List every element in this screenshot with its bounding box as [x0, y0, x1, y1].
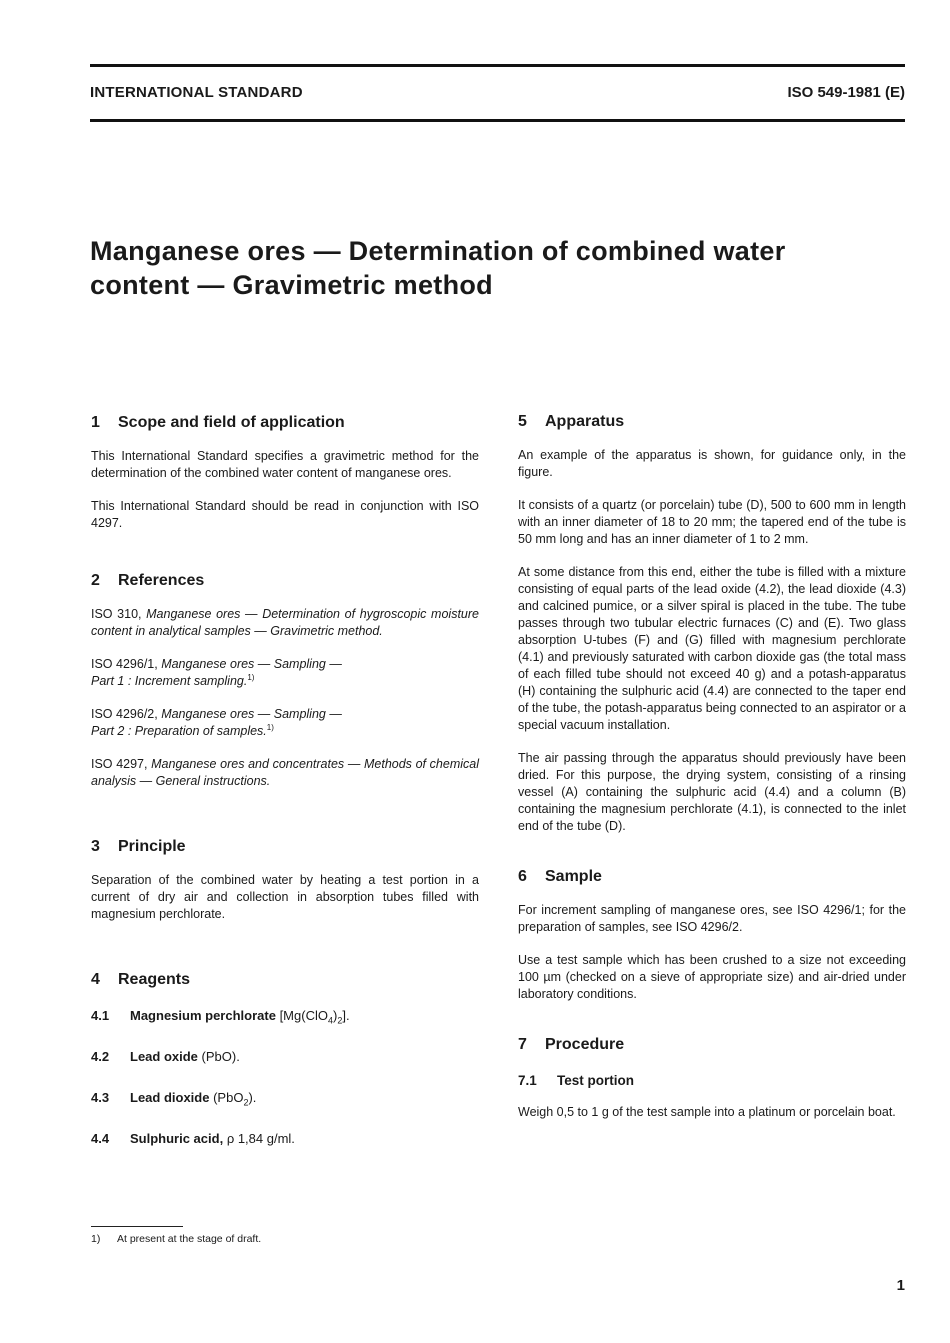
title-line-1: Manganese ores — Determination of combined water	[90, 236, 786, 266]
section-sample	[518, 866, 906, 1003]
paragraph: Use a test sample which has been crushed to a size not exceeding 100 µm (checked on a sieve of appropriate size) and air-dried under laboratory conditions.	[518, 953, 906, 1001]
page-number: 1	[896, 1277, 905, 1294]
paragraph: Weigh 0,5 to 1 g of the test sample into a platinum or porcelain boat.	[518, 1105, 896, 1119]
section-heading: 1 Scope and field of application	[91, 414, 345, 431]
paragraph: An example of the apparatus is shown, for guidance only, in the figure.	[518, 448, 906, 479]
standard-type-label: INTERNATIONAL STANDARD	[90, 84, 303, 101]
section-heading: 2 References	[91, 572, 205, 589]
section-heading: 3 Principle	[91, 838, 186, 855]
footnote: 1) At present at the stage of draft.	[91, 1233, 262, 1245]
header-rule-top	[90, 64, 905, 67]
reagent-item: 4.2 Lead oxide (PbO).	[91, 1049, 240, 1064]
reagent-item: 4.1 Magnesium perchlorate $[Mg(ClO_4)_2]$.	[91, 1008, 350, 1026]
section-heading: 6 Sample	[518, 868, 602, 885]
paragraph: The air passing through the apparatus should previously have been dried. For this purpose, the drying system, consisting of a rinsing vessel (A) containing the sulphuric acid (4.4) and a column (B) containing the magnesium perchlorate (4.1), is connected to the inlet end of the tube (D).	[518, 751, 906, 833]
section-scope	[91, 412, 479, 532]
subsection-heading: 7.1 Test portion	[518, 1073, 634, 1088]
section-principle	[91, 836, 479, 923]
reference-item: ISO 4297, Manganese ores and concentrates — Methods of chemical analysis — General instructions.	[91, 757, 479, 788]
paragraph: For increment sampling of manganese ores, see ISO 4296/1; for the preparation of samples, see ISO 4296/2.	[518, 903, 906, 934]
paragraph: Separation of the combined water by heating a test portion in a current of dry air and collection in absorption tubes filled with magnesium perchlorate.	[91, 873, 479, 921]
reagent-item: 4.3 Lead dioxide (PbO$_2$).	[91, 1090, 257, 1108]
left-column	[91, 412, 479, 1148]
paragraph: This International Standard should be read in conjunction with ISO 4297.	[91, 499, 479, 530]
paragraph: It consists of a quartz (or porcelain) tube (D), 500 to 600 mm in length with an inner diameter of 18 to 20 mm; the tapered end of the tube is 50 mm long and has an inner diameter of 1 to 2 mm.	[518, 498, 906, 546]
title-line-2: content — Gravimetric method	[90, 270, 493, 300]
paragraph: This International Standard specifies a gravimetric method for the determination of the combined water content of manganese ores.	[91, 449, 479, 480]
section-reagents	[91, 969, 479, 1148]
section-references	[91, 570, 479, 790]
section-procedure	[518, 1034, 906, 1121]
reference-item: ISO 4296/2, Manganese ores — Sampling — Part 2 : Preparation of samples.$^{1)}$	[91, 707, 342, 738]
paragraph: At some distance from this end, either the tube is filled with a mixture consisting of equal parts of the lead oxide (4.2), the lead dioxide (4.3) and calcined pumice, or a silver spiral is placed in the tube. The tube passes through two tubular electric furnaces (C) and (E). Two glass absorption U-tubes (F) and (G) filled with magnesium perchlorate (4.1) and previously saturated with carbon dioxide gas (the total mass of each filled tube should not exceed 40 g) and a potash-apparatus (H) containing the sulphuric acid (4.4) are connected to the taper end of the tube, the potash-apparatus being connected to an aspirator or a special vacuum installation.	[518, 565, 906, 732]
section-heading: 5 Apparatus	[518, 413, 625, 430]
section-heading: 4 Reagents	[91, 971, 191, 988]
section-heading: 7 Procedure	[518, 1036, 625, 1053]
right-column	[518, 411, 906, 1121]
reference-item: ISO 310, Manganese ores — Determination of hygroscopic moisture content in analytical samples — Gravimetric method.	[91, 607, 479, 638]
reference-item: ISO 4296/1, Manganese ores — Sampling — Part 1 : Increment sampling.$^{1)}$	[91, 657, 342, 688]
standard-number: ISO 549-1981 (E)	[787, 84, 905, 101]
footnote-rule	[91, 1226, 183, 1227]
reagent-item: 4.4 Sulphuric acid, ρ 1,84 g/ml.	[91, 1131, 295, 1146]
document-title	[90, 234, 890, 302]
section-apparatus	[518, 411, 906, 835]
header-rule-bottom	[90, 119, 905, 122]
